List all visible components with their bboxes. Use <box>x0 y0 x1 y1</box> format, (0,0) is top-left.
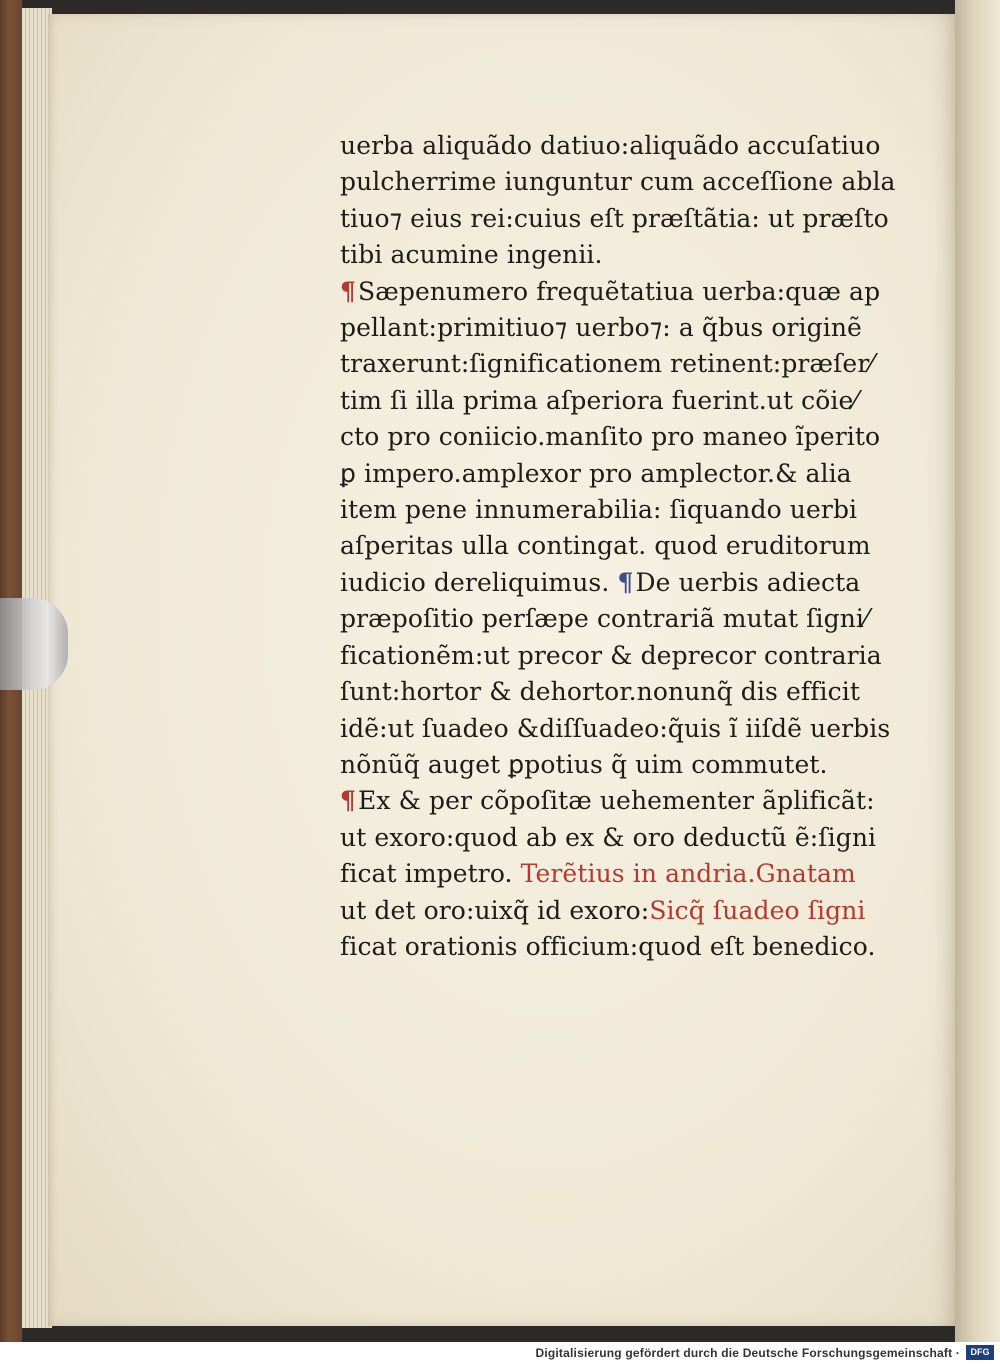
pilcrow-icon: ¶ <box>340 276 357 306</box>
text-line-21 <box>340 856 870 892</box>
text-line-20: ut exoro:quod ab ex & oro deductũ ẽ:ſigni <box>340 822 877 852</box>
text-line-3: tiuo⁊ eius rei:cuius eſt præſtãtia: ut præſto <box>340 203 889 233</box>
text-line-16: ſunt:hortor & dehortor.nonunq̃ dis efficit <box>340 677 860 707</box>
text-line-13 <box>340 565 870 601</box>
text-line-9: cto pro coniicio.manſito pro maneo ĩperito <box>340 422 881 452</box>
text-line-12: aſperitas ulla contingat. quod eruditorum <box>340 531 871 561</box>
page-clip <box>0 598 68 690</box>
text-line-11: item pene innumerabilia: ſiquando uerbi <box>340 495 858 525</box>
text-line-8: tim ſi illa prima aſperiora fuerint.ut cõie⁄ <box>340 385 858 415</box>
text-line-4: tibi acumine ingenii. <box>340 240 603 270</box>
text-line-2: pulcherrime iunguntur cum acceſſione abla <box>340 167 896 197</box>
text-line-23: ficat orationis officium:quod eſt benedico. <box>340 931 876 961</box>
text-line-13-b: De uerbis adiecta <box>635 567 861 597</box>
text-line-21-b: Terẽtius in andria. <box>520 859 756 889</box>
text-line-18: nõnũq̃ auget ꝑpotius q̃ uim commutet. <box>340 749 828 779</box>
text-line-5-body: Sæpenumero frequẽtatiua uerba:quæ ap <box>358 276 881 306</box>
text-line-15: ficationẽm:ut precor & deprecor contraria <box>340 640 882 670</box>
text-line-21-a: ficat impetro. <box>340 859 513 889</box>
text-line-22-a: ut det oro:uixq̃ id exoro: <box>340 895 650 925</box>
gutter-right <box>955 0 1000 1342</box>
pilcrow-blue-icon: ¶ <box>617 567 634 597</box>
text-line-21-c: Gnatam <box>755 859 856 889</box>
text-line-14: præpoſitio perſæpe contrariã mutat ſigni⁄ <box>340 604 869 634</box>
dfg-logo-icon: DFG <box>966 1345 994 1360</box>
text-line-10: ꝑ impero.amplexor pro amplector.& alia <box>340 458 852 488</box>
text-line-13-a: iudicio dereliquimus. <box>340 567 610 597</box>
footer-bar <box>0 1342 1000 1364</box>
text-line-22 <box>340 893 870 929</box>
text-line-17: idẽ:ut ſuadeo &diſſuadeo:q̃uis ĩ iiſdẽ uerbis <box>340 713 891 743</box>
text-line-6: pellant:primitiuo⁊ uerbo⁊: a q̃bus originẽ <box>340 313 862 343</box>
pilcrow-icon: ¶ <box>340 786 357 816</box>
text-line-19-body: Ex & per cõpoſitæ uehementer ãplificãt: <box>358 786 875 816</box>
text-line-1: uerba aliquãdo datiuo:aliquãdo accuſatiuo <box>340 131 881 160</box>
text-line-19 <box>340 783 875 819</box>
text-line-5 <box>340 274 881 310</box>
text-block <box>340 128 896 965</box>
text-line-22-b: Sicq̃ ſuadeo ſigni <box>649 895 866 925</box>
footer-credit: Digitalisierung gefördert durch die Deutsche Forschungsgemeinschaft · <box>535 1346 960 1360</box>
text-line-7: traxerunt:ſignificationem retinent:præſer⁄ <box>340 349 874 379</box>
